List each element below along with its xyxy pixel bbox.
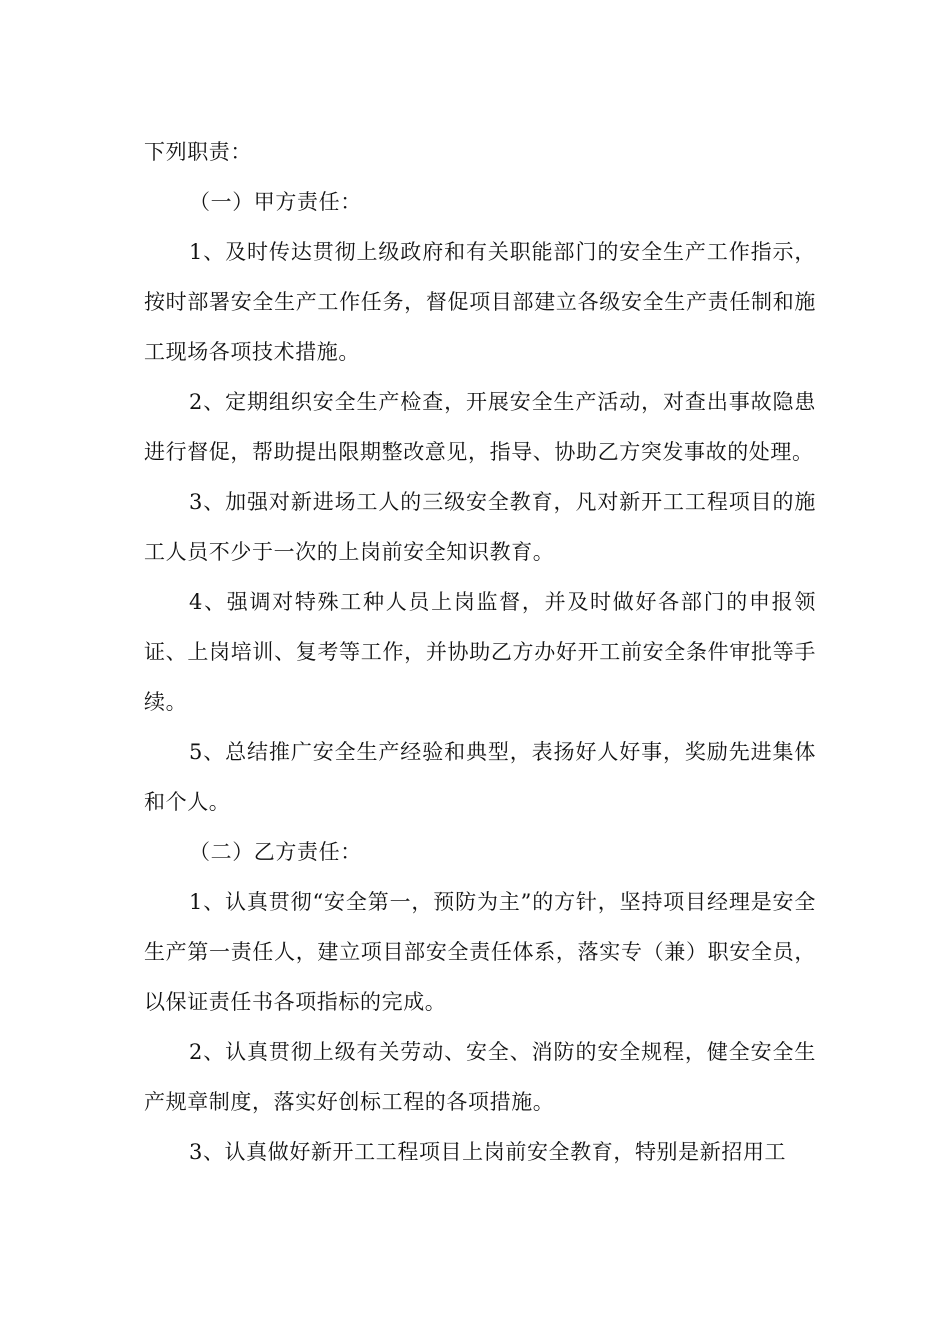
paragraph-party-a-item-4: 4、强调对特殊工种人员上岗监督，并及时做好各部门的申报领证、上岗培训、复考等工作，并协助乙方办好开工前安全条件审批等手续。 (144, 590, 816, 714)
paragraph-party-b-item-3: 3、认真做好新开工工程项目上岗前安全教育，特别是新招用工 (189, 1140, 787, 1164)
paragraph-intro: 下列职责： (144, 140, 252, 164)
paragraph-party-b-item-2: 2、认真贯彻上级有关劳动、安全、消防的安全规程，健全安全生产规章制度，落实好创标工程的各项措施。 (144, 1040, 816, 1114)
paragraph-party-a-item-3: 3、加强对新进场工人的三级安全教育，凡对新开工工程项目的施工人员不少于一次的上岗前安全知识教育。 (144, 490, 816, 564)
paragraph-party-a-item-5: 5、总结推广安全生产经验和典型，表扬好人好事，奖励先进集体和个人。 (144, 740, 816, 814)
paragraph-party-b-item-1: 1、认真贯彻“安全第一，预防为主”的方针，坚持项目经理是安全生产第一责任人，建立项目部安全责任体系，落实专（兼）职安全员，以保证责任书各项指标的完成。 (144, 890, 816, 1014)
paragraph-party-a-item-2: 2、定期组织安全生产检查，开展安全生产活动，对查出事故隐患进行督促，帮助提出限期整改意见，指导、协助乙方突发事故的处理。 (144, 390, 816, 464)
document-body (144, 127, 816, 1177)
section-heading-party-a: （一）甲方责任： (189, 190, 362, 214)
paragraph-party-a-item-1: 1、及时传达贯彻上级政府和有关职能部门的安全生产工作指示，按时部署安全生产工作任务，督促项目部建立各级安全生产责任制和施工现场各项技术措施。 (144, 240, 816, 364)
section-heading-party-b: （二）乙方责任： (189, 840, 362, 864)
